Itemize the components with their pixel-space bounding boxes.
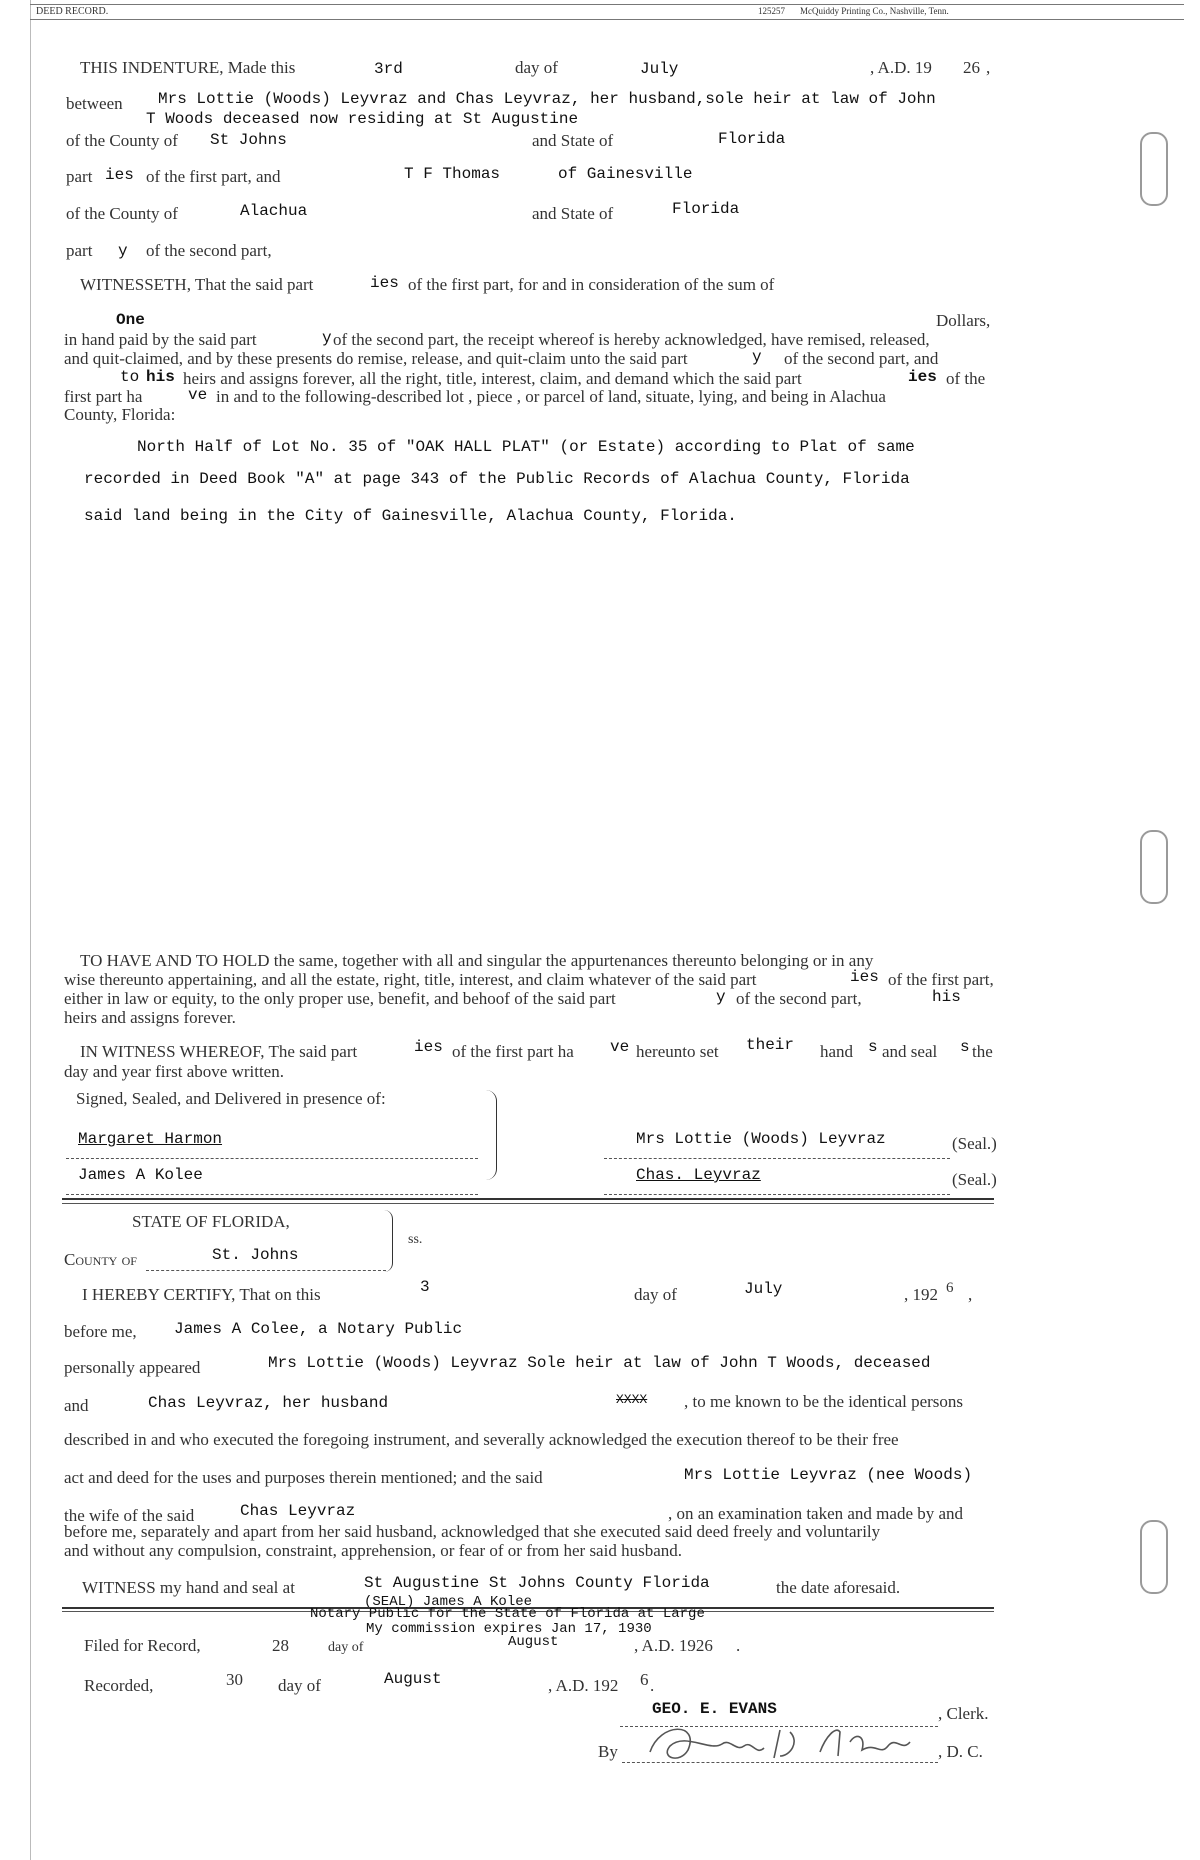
by-label: By — [598, 1742, 618, 1761]
the-said-wife: Mrs Lottie Leyvraz (nee Woods) — [684, 1466, 973, 1484]
section-rule-top-2 — [62, 1203, 994, 1204]
header-bar — [30, 4, 1184, 20]
examination-text: , on an examination taken and made by and — [668, 1504, 964, 1523]
recorded-period: . — [650, 1676, 655, 1695]
county-brace — [384, 1210, 393, 1272]
left-margin-rule — [30, 0, 31, 1860]
clerk-title: , Clerk. — [938, 1704, 989, 1723]
certify-day: 3 — [420, 1278, 430, 1296]
body-line-1-suffix: y — [322, 329, 332, 347]
recorded-year-prefix: , A.D. 192 — [548, 1676, 619, 1695]
body-line-3b: of the — [946, 369, 986, 388]
body-line-4b: in and to the following-described lot , piece , or parcel of land, situate, lying, and being in Alachua — [216, 387, 886, 406]
header-printer: McQuiddy Printing Co., Nashville, Tenn. — [800, 6, 949, 16]
binder-hole-middle — [1140, 830, 1168, 904]
header-form-number: 125257 — [758, 6, 785, 16]
ad-label: , A.D. 19 — [870, 58, 932, 77]
grantor-county: St Johns — [210, 131, 287, 149]
date-aforesaid: the date aforesaid. — [776, 1578, 901, 1597]
grantor-residence: T Woods deceased now residing at St Augustine — [146, 110, 579, 128]
county-label: of the County of — [66, 131, 178, 150]
ss-label: ss. — [408, 1232, 423, 1247]
grantee-state: Florida — [672, 200, 740, 218]
body-line-2b: of the second part, and — [784, 349, 939, 368]
body-his: his — [146, 368, 175, 386]
certify-comma: , — [968, 1285, 973, 1304]
second-part-label: of the second part, — [146, 241, 272, 260]
habendum-his: his — [932, 988, 961, 1006]
body-line-4a: first part ha — [64, 387, 143, 406]
part-suffix-2: y — [118, 242, 128, 260]
filed-day-of: day of — [328, 1640, 364, 1655]
body-line-3-suffix: ies — [908, 368, 937, 386]
habendum-line-3-suffix: y — [716, 988, 726, 1006]
body-line-5: County, Florida: — [64, 405, 176, 424]
ack-line-5: described in and who executed the foregoing instrument, and severally acknowledged the execution thereof to be their free — [64, 1430, 899, 1449]
recorded-label: Recorded, — [84, 1676, 154, 1695]
witness-line-c: hereunto set — [636, 1042, 719, 1061]
first-part-label: of the first part, and — [146, 167, 281, 186]
known-persons-text: , to me known to be the identical persons — [684, 1392, 964, 1411]
witness-2-name: James A Kolee — [78, 1166, 203, 1184]
habendum-line-2a: wise thereunto appertaining, and all the estate, right, title, interest, and claim whatever of the said part — [64, 970, 757, 989]
habendum-line-2b: of the first part, — [888, 970, 994, 989]
habendum-line-3a: either in law or equity, to the only proper use, benefit, and behoof of the said part — [64, 989, 616, 1008]
and-label: and — [64, 1396, 89, 1415]
deputy-clerk-signature — [640, 1712, 940, 1772]
body-line-2a: and quit-claimed, and by these presents do remise, release, and quit-claim unto the said part — [64, 349, 688, 368]
indenture-month: July — [640, 60, 679, 78]
legal-description-line-1: North Half of Lot No. 35 of "OAK HALL PLAT" (or Estate) according to Plat of same — [137, 438, 915, 456]
notary-name: James A Colee, a Notary Public — [174, 1320, 463, 1338]
witness-their: their — [746, 1036, 795, 1054]
certify-year: 6 — [946, 1280, 954, 1296]
witness-1-name: Margaret Harmon — [78, 1130, 223, 1148]
certify-text: I HEREBY CERTIFY, That on this — [82, 1285, 321, 1304]
comma: , — [986, 58, 991, 77]
body-line-2-suffix: y — [752, 348, 762, 366]
witness-line-b: of the first part ha — [452, 1042, 574, 1061]
recorded-day-of: day of — [278, 1676, 321, 1695]
signature-brace — [486, 1090, 497, 1180]
said-husband: Chas Leyvraz — [240, 1502, 356, 1520]
grantor-names: Mrs Lottie (Woods) Leyvraz and Chas Leyvraz, her husband,sole heir at law of John — [158, 90, 936, 108]
ack-line-8: before me, separately and apart from her said husband, acknowledged that she executed said deed freely and voluntarily — [64, 1522, 881, 1541]
legal-description-line-2: recorded in Deed Book "A" at page 343 of the Public Records of Alachua County, Florida — [84, 470, 910, 488]
notary-seal-signature: (SEAL) James A Kolee — [364, 1594, 533, 1610]
witness-the: the — [972, 1042, 993, 1061]
body-line-1b: of the second part, the receipt whereof is hereby acknowledged, have remised, released, — [333, 330, 930, 349]
body-to: to — [120, 368, 140, 386]
habendum-line-3b: of the second part, — [736, 989, 862, 1008]
grantor-1-signature: Mrs Lottie (Woods) Leyvraz — [636, 1130, 886, 1148]
recorded-year: 6 — [640, 1670, 649, 1689]
legal-description-line-3: said land being in the City of Gainesville, Alachua County, Florida. — [84, 507, 737, 525]
dollars-label: Dollars, — [936, 311, 991, 330]
indenture-text: THIS INDENTURE, Made this — [80, 58, 296, 77]
grantee-city: of Gainesville — [558, 165, 693, 183]
between-label: between — [66, 94, 123, 113]
part-label-2: part — [66, 241, 93, 260]
grantor-2-signature: Chas. Leyvraz — [636, 1166, 761, 1184]
before-me-label: before me, — [64, 1322, 137, 1341]
part-label: part — [66, 167, 93, 186]
witness-s2: s — [960, 1038, 970, 1056]
filed-for-record-label: Filed for Record, — [84, 1636, 201, 1655]
appeared-party-1: Mrs Lottie (Woods) Leyvraz Sole heir at law of John T Woods, deceased — [268, 1354, 931, 1372]
witnesseth-suffix: ies — [370, 274, 399, 292]
witness-suffix-ies: ies — [414, 1038, 443, 1056]
binder-hole-top — [1140, 132, 1168, 206]
notary-title: Notary Public for the State of Florida at Large — [310, 1606, 705, 1622]
appeared-party-2: Chas Leyvraz, her husband — [148, 1394, 389, 1412]
part-suffix: ies — [105, 166, 134, 184]
wife-of-label: the wife of the said — [64, 1506, 195, 1525]
state-label-2: and State of — [532, 204, 614, 223]
witness-my-hand: WITNESS my hand and seal at — [82, 1578, 295, 1597]
witness-line-a: IN WITNESS WHEREOF, The said part — [80, 1042, 358, 1061]
grantee-county: Alachua — [240, 202, 308, 220]
habendum-line-1: TO HAVE AND TO HOLD the same, together with all and singular the appurtenances thereunto belonging or in any — [80, 951, 874, 970]
body-line-4-suffix: ve — [188, 386, 208, 404]
recorded-day: 30 — [226, 1670, 243, 1689]
indenture-year: 26 — [963, 58, 980, 77]
witness-s1: s — [868, 1038, 878, 1056]
clerk-name: GEO. E. EVANS — [652, 1700, 777, 1718]
county-label-2: of the County of — [66, 204, 178, 223]
section-rule-top-1 — [62, 1198, 994, 1200]
body-line-1a: in hand paid by the said part — [64, 330, 257, 349]
dc-label: , D. C. — [938, 1742, 983, 1761]
filed-period: . — [736, 1636, 741, 1655]
day-of-label: day of — [515, 58, 558, 77]
habendum-line-4: heirs and assigns forever. — [64, 1008, 236, 1027]
habendum-line-2-suffix: ies — [850, 968, 879, 986]
witnesseth-text: WITNESSETH, That the said part — [80, 275, 314, 294]
witness-line-2: day and year first above written. — [64, 1062, 284, 1081]
witness-place: St Augustine St Johns County Florida — [364, 1574, 710, 1592]
certify-month: July — [744, 1280, 783, 1298]
ack-line-6a: act and deed for the uses and purposes therein mentioned; and the said — [64, 1468, 543, 1487]
seal-label-1: (Seal.) — [952, 1134, 997, 1153]
seal-label-2: (Seal.) — [952, 1170, 997, 1189]
struck-text: XXXX — [616, 1392, 648, 1407]
grantor-state: Florida — [718, 130, 786, 148]
header-title: DEED RECORD. — [36, 6, 109, 17]
certify-year-prefix: , 192 — [904, 1285, 938, 1304]
witnesseth-text-2: of the first part, for and in consideration of the sum of — [408, 275, 775, 294]
county-of-label: County of — [64, 1250, 137, 1269]
certify-day-of: day of — [634, 1285, 677, 1304]
filed-day: 28 — [272, 1636, 289, 1655]
filed-year: , A.D. 1926 — [634, 1636, 713, 1655]
ack-line-9: and without any compulsion, constraint, apprehension, or fear of or from her said husband. — [64, 1541, 682, 1560]
signed-sealed-label: Signed, Sealed, and Delivered in presence of: — [76, 1089, 386, 1108]
grantee-name: T F Thomas — [404, 165, 501, 183]
indenture-day: 3rd — [374, 60, 403, 78]
state-label: and State of — [532, 131, 614, 150]
recorded-month: August — [384, 1670, 442, 1688]
filed-month: August — [508, 1634, 559, 1650]
witness-and-seal: and seal — [882, 1042, 938, 1061]
binder-hole-bottom — [1140, 1520, 1168, 1594]
personally-appeared-label: personally appeared — [64, 1358, 201, 1377]
body-line-3a: heirs and assigns forever, all the right, title, interest, claim, and demand which the said part — [183, 369, 802, 388]
witness-suffix-ve: ve — [610, 1038, 630, 1056]
witness-hand: hand — [820, 1042, 854, 1061]
ack-county: St. Johns — [212, 1246, 299, 1264]
consideration-amount: One — [116, 311, 145, 329]
notary-commission: My commission expires Jan 17, 1930 — [366, 1621, 652, 1637]
state-heading: STATE OF FLORIDA, — [132, 1212, 290, 1231]
